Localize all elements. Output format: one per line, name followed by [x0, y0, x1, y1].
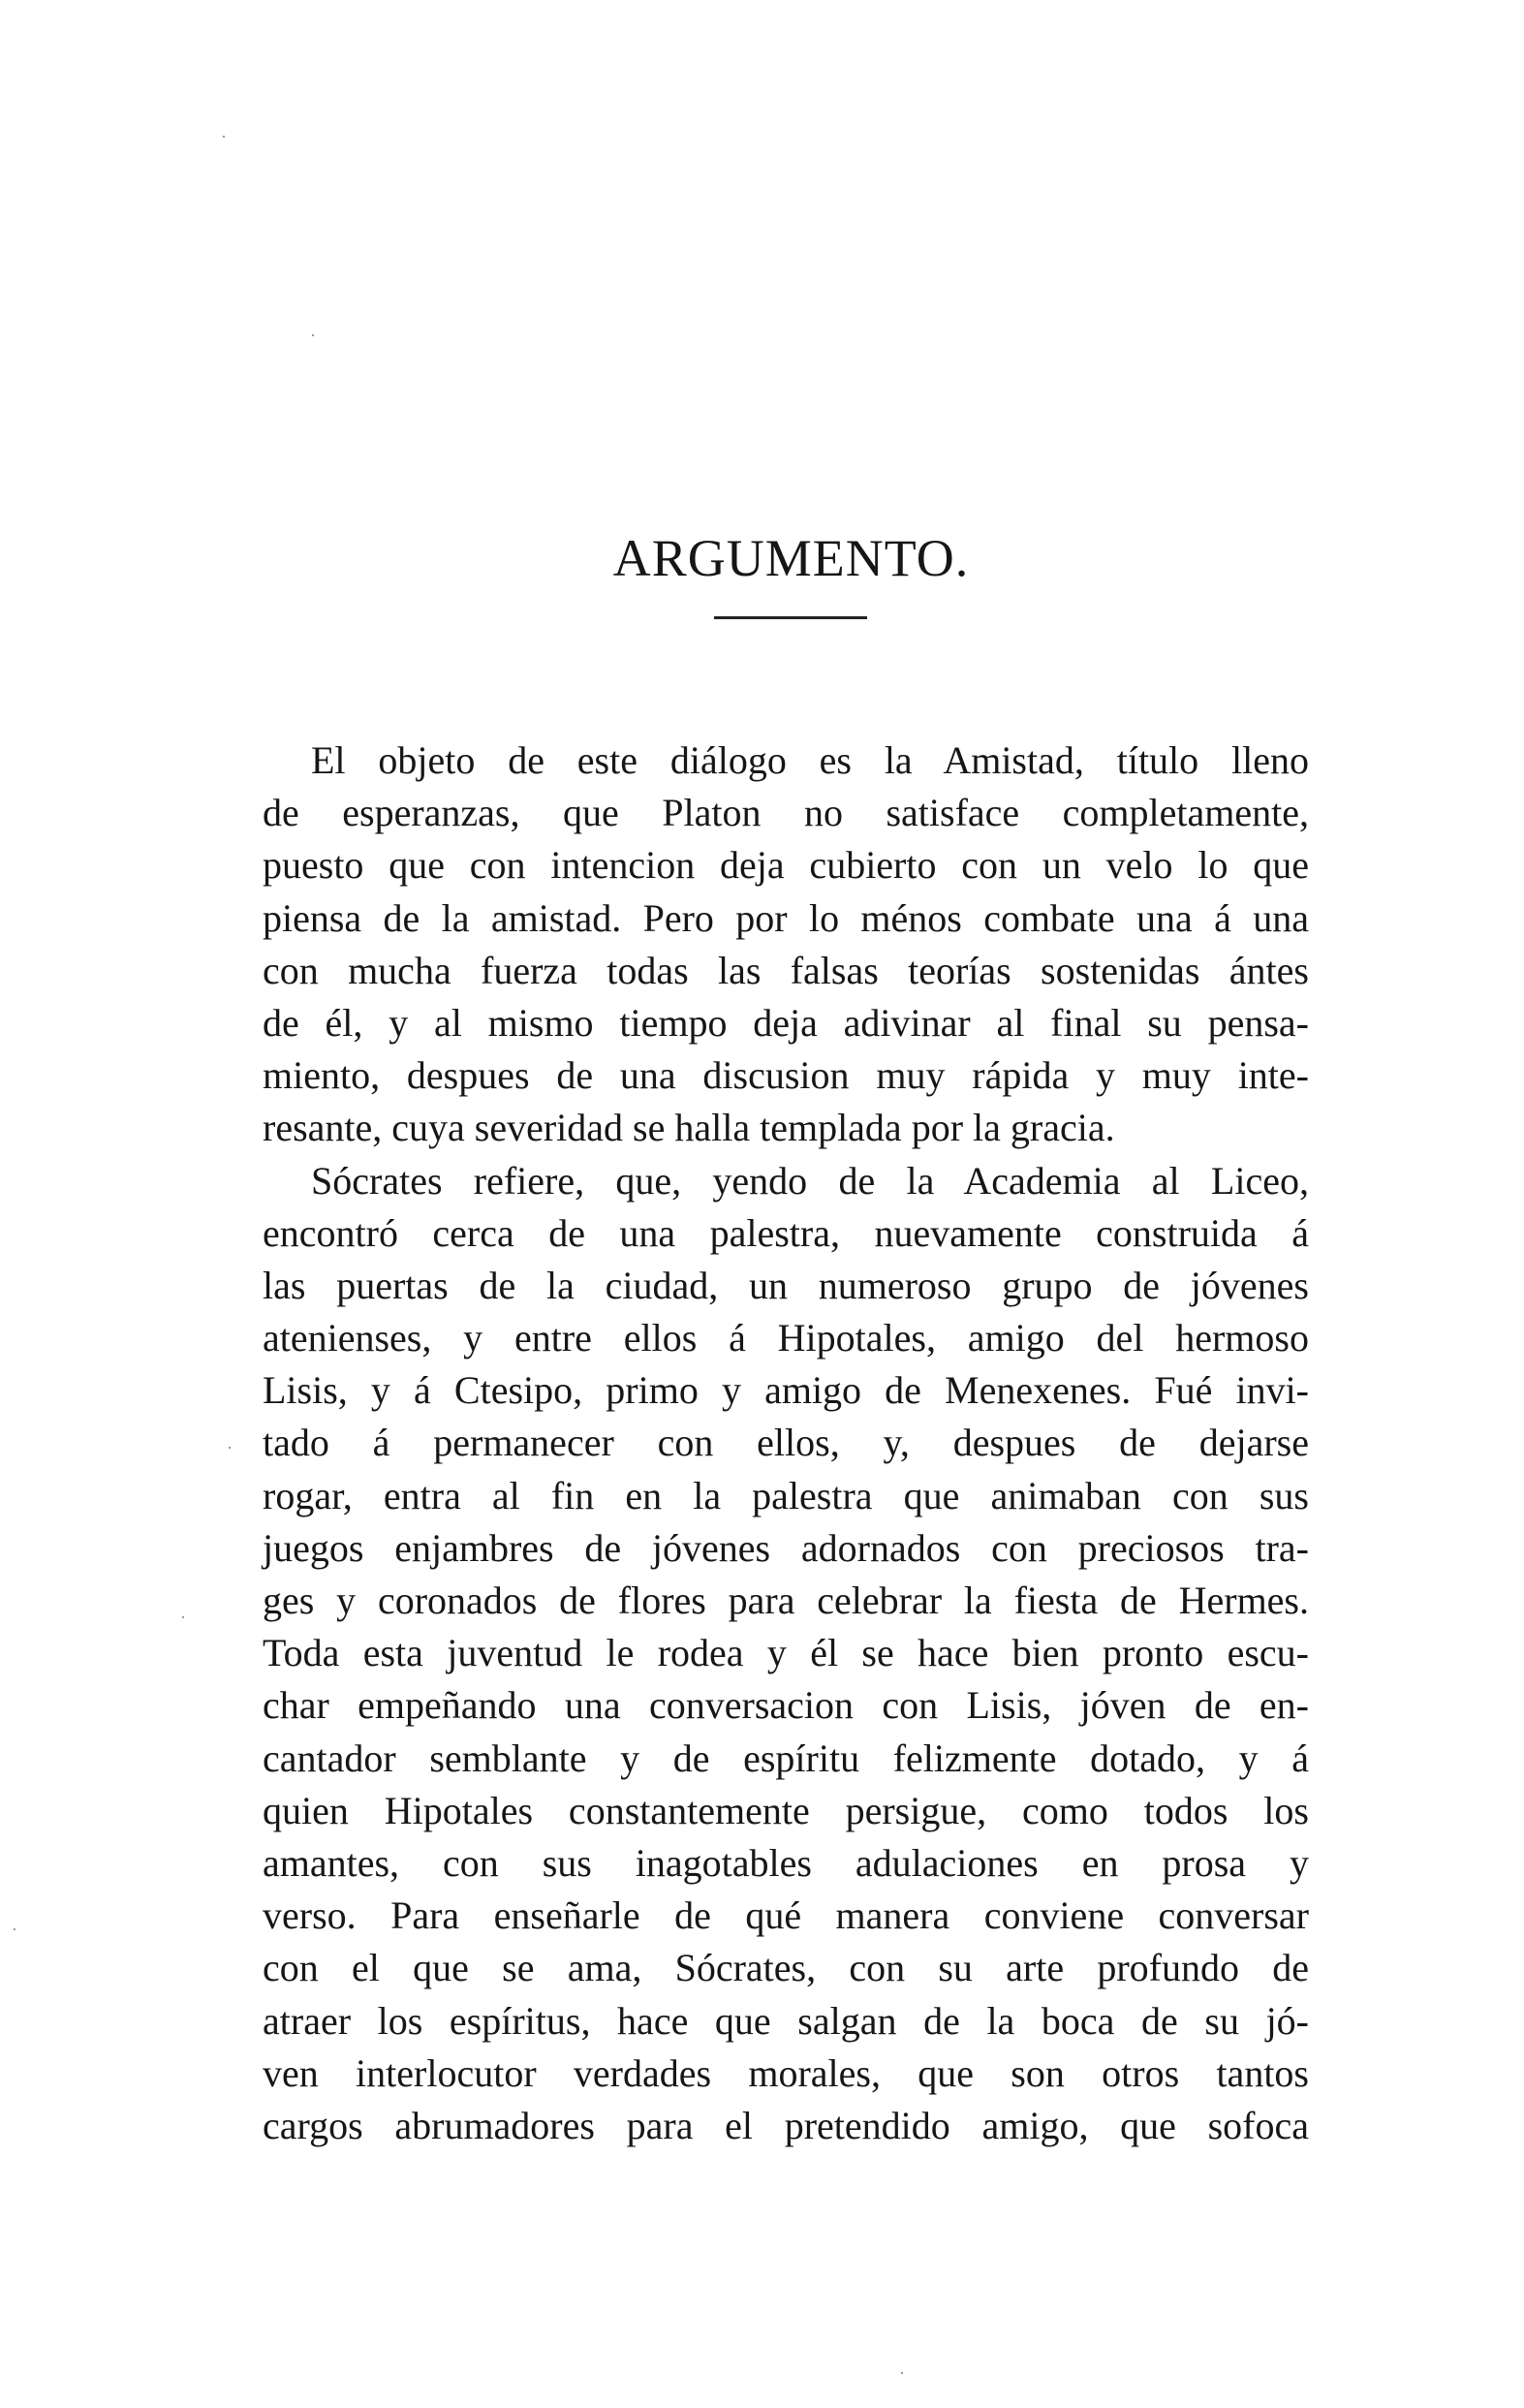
scan-speck	[229, 1447, 231, 1449]
text-line: resante, cuya severidad se halla templada por la gracia.	[263, 1106, 1115, 1150]
scan-speck	[312, 334, 314, 336]
scan-speck	[182, 1616, 184, 1618]
text-line: juegos enjambres de jóvenes adornados con preciosos tra-	[263, 1525, 1309, 1570]
scan-speck	[14, 1928, 16, 1930]
text-line: las puertas de la ciudad, un numeroso grupo de jóvenes	[263, 1263, 1309, 1307]
text-line: tado á permanecer con ellos, y, despues de dejarse	[263, 1421, 1309, 1465]
chapter-heading: ARGUMENTO.	[612, 529, 970, 587]
heading-rule	[714, 616, 867, 619]
text-line: char empeñando una conversacion con Lisis, jóven de en-	[263, 1683, 1309, 1728]
text-line: con el que se ama, Sócrates, con su arte profundo de	[263, 1946, 1309, 1990]
text-line: con mucha fuerza todas las falsas teorías sostenidas ántes	[263, 948, 1309, 992]
text-line: Sócrates refiere, que, yendo de la Academia al Liceo,	[311, 1158, 1309, 1203]
scan-speck	[223, 136, 225, 138]
text-line: puesto que con intencion deja cubierto con un velo lo que	[263, 843, 1309, 888]
text-line: atraer los espíritus, hace que salgan de la boca de su jó-	[263, 1998, 1309, 2043]
text-line: Toda esta juventud le rodea y él se hace bien pronto escu-	[263, 1631, 1309, 1675]
text-line: El objeto de este diálogo es la Amistad, título lleno	[311, 738, 1309, 782]
text-line: rogar, entra al fin en la palestra que animaban con sus	[263, 1473, 1309, 1517]
text-line: ven interlocutor verdades morales, que son otros tantos	[263, 2050, 1309, 2095]
text-line: de esperanzas, que Platon no satisface completamente,	[263, 791, 1309, 835]
text-line: miento, despues de una discusion muy rápida y muy inte-	[263, 1053, 1309, 1098]
text-line: quien Hipotales constantemente persigue, como todos los	[263, 1788, 1309, 1832]
body-text	[263, 735, 1309, 2152]
scan-speck	[901, 2372, 903, 2374]
text-line: de él, y al mismo tiempo deja adivinar al final su pensa-	[263, 1000, 1309, 1045]
text-line: amantes, con sus inagotables adulaciones en prosa y	[263, 1840, 1309, 1885]
text-line: ges y coronados de flores para celebrar la fiesta de Hermes.	[263, 1579, 1309, 1622]
text-line: encontró cerca de una palestra, nuevamente construida á	[263, 1210, 1309, 1255]
text-line: atenienses, y entre ellos á Hipotales, amigo del hermoso	[263, 1316, 1309, 1360]
text-line: cargos abrumadores para el pretendido amigo, que sofoca	[263, 2103, 1309, 2147]
text-line: piensa de la amistad. Pero por lo ménos combate una á una	[263, 895, 1309, 940]
text-line: Lisis, y á Ctesipo, primo y amigo de Menexenes. Fué invi-	[263, 1368, 1309, 1413]
text-line: verso. Para enseñarle de qué manera conviene conversar	[263, 1893, 1309, 1938]
text-line: cantador semblante y de espíritu felizmente dotado, y á	[263, 1736, 1309, 1780]
